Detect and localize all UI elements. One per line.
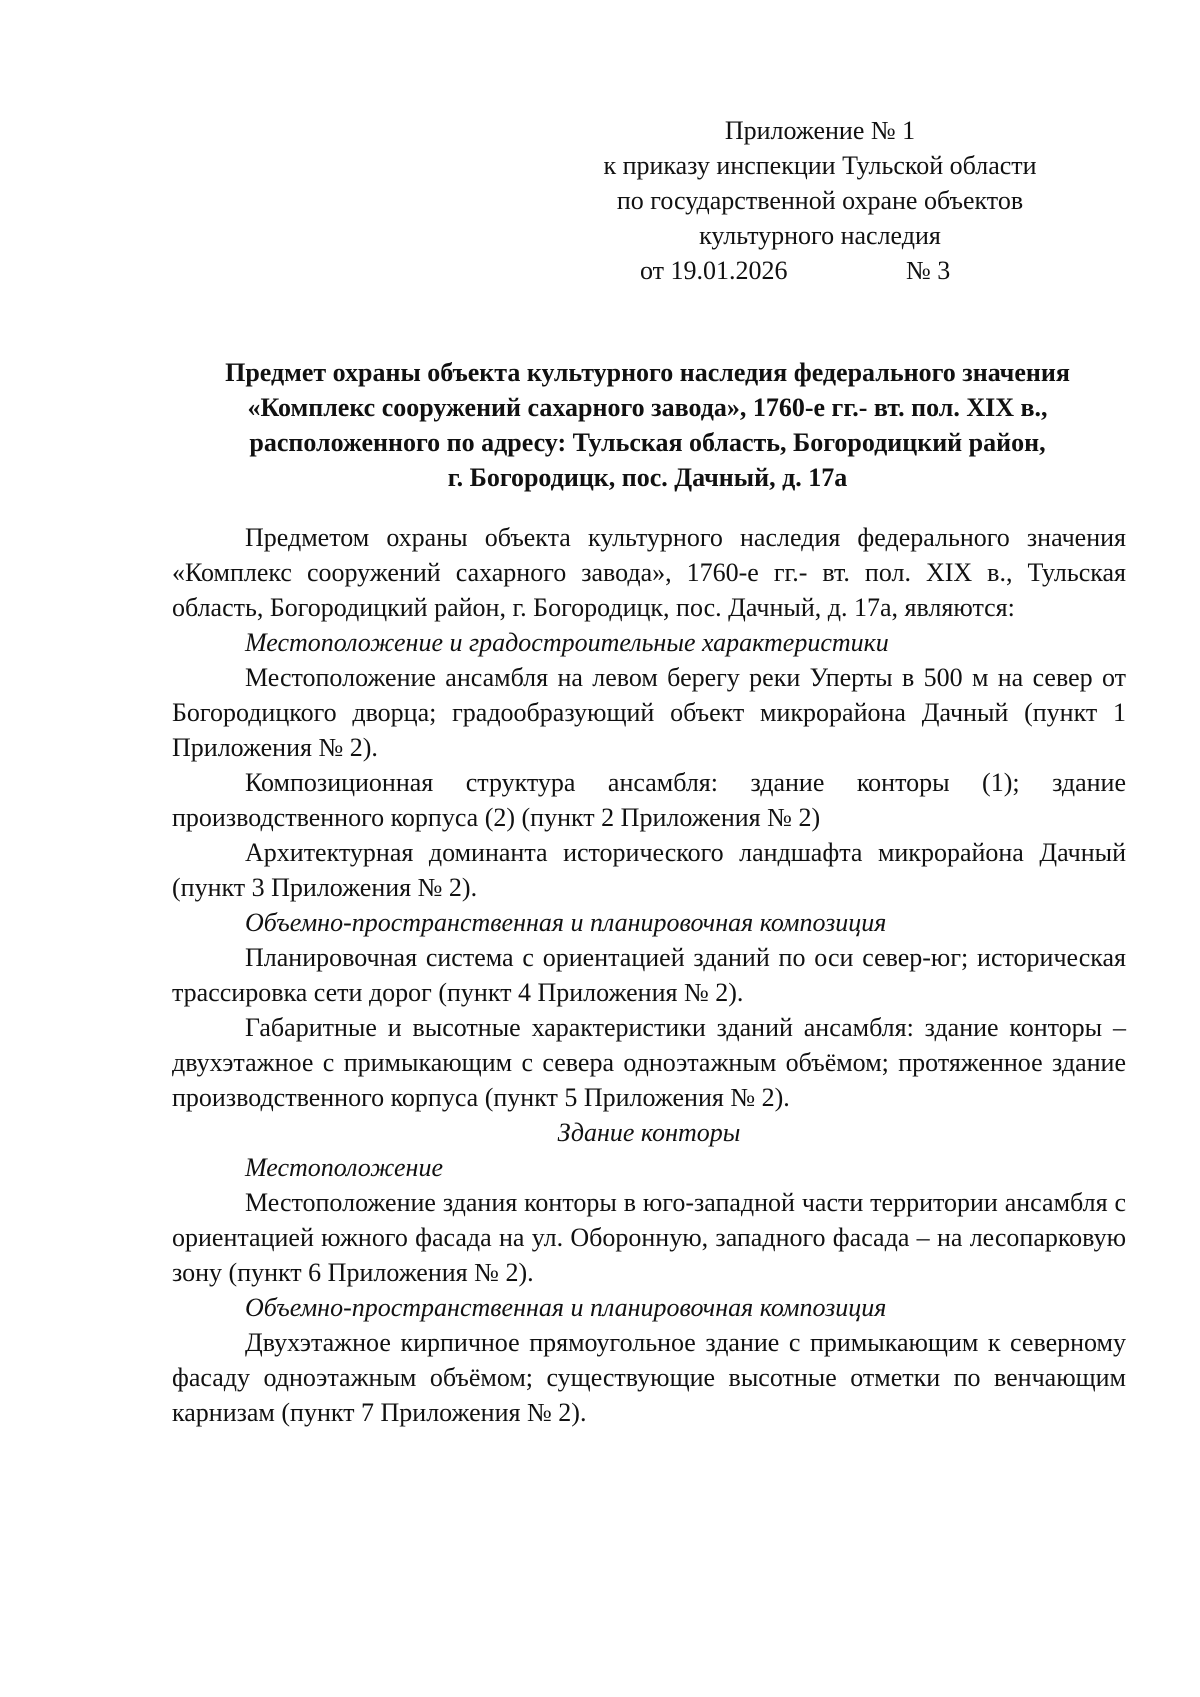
paragraph-location: Местоположение ансамбля на левом берегу реки Уперты в 500 м на север от Богородицкого дворца; градообразующий объект микрорайона Дачный (пункт 1 Приложения № 2). <box>172 663 1126 762</box>
appendix-authority-line: по государственной охране объектов <box>616 186 1024 215</box>
title-line: Предмет охраны объекта культурного наследия федерального значения <box>225 358 1070 387</box>
subheading-office-building: Здание конторы <box>557 1118 741 1147</box>
paragraph-office-volume: Двухэтажное кирпичное прямоугольное здание с примыкающим к северному фасаду одноэтажным объёмом; существующие высотные отметки по венчающим карнизам (пункт 7 Приложения № 2). <box>172 1328 1126 1427</box>
paragraph-planning: Планировочная система с ориентацией зданий по оси север-юг; историческая трассировка сети дорог (пункт 4 Приложения № 2). <box>172 943 1126 1007</box>
order-date: от 19.01.2026 <box>640 256 788 285</box>
title-line: г. Богородицк, пос. Дачный, д. 17а <box>447 463 848 492</box>
appendix-header <box>580 113 1060 288</box>
title-line: «Комплекс сооружений сахарного завода», 1760-е гг.- вт. пол. XIX в., <box>247 393 1048 422</box>
paragraph-dominant: Архитектурная доминанта исторического ландшафта микрорайона Дачный (пункт 3 Приложения № 2). <box>172 838 1126 902</box>
document-body <box>172 520 1126 1430</box>
paragraph-dimensions: Габаритные и высотные характеристики зданий ансамбля: здание конторы – двухэтажное с примыкающим с севера одноэтажным объёмом; протяженное здание производственного корпуса (пункт 5 Приложения № 2). <box>172 1013 1126 1112</box>
appendix-order-line: к приказу инспекции Тульской области <box>603 151 1037 180</box>
paragraph-office-location: Местоположение здания конторы в юго-западной части территории ансамбля с ориентацией южного фасада на ул. Оборонную, западного фасада – на лесопарковую зону (пункт 6 Приложения № 2). <box>172 1188 1126 1287</box>
subheading-office-volume: Объемно-пространственная и планировочная композиция <box>245 1293 887 1322</box>
title-line: расположенного по адресу: Тульская область, Богородицкий район, <box>249 428 1046 457</box>
subheading-volume-spatial: Объемно-пространственная и планировочная композиция <box>245 908 887 937</box>
subheading-location: Местоположение <box>245 1153 443 1182</box>
intro-paragraph: Предметом охраны объекта культурного наследия федерального значения «Комплекс сооружений сахарного завода», 1760-е гг.- вт. пол. XIX в., Тульская область, Богородицкий район, г. Богородицк, пос. Дачный, д. 17а, являются: <box>172 523 1126 622</box>
appendix-heritage-line: культурного наследия <box>699 221 941 250</box>
document-title <box>170 355 1125 495</box>
appendix-title: Приложение № 1 <box>724 116 916 145</box>
appendix-date-number-line <box>580 253 1060 288</box>
subheading-location-urban: Местоположение и градостроительные характеристики <box>245 628 889 657</box>
paragraph-composition: Композиционная структура ансамбля: здание конторы (1); здание производственного корпуса (2) (пункт 2 Приложения № 2) <box>172 768 1126 832</box>
order-number: № 3 <box>906 256 951 285</box>
